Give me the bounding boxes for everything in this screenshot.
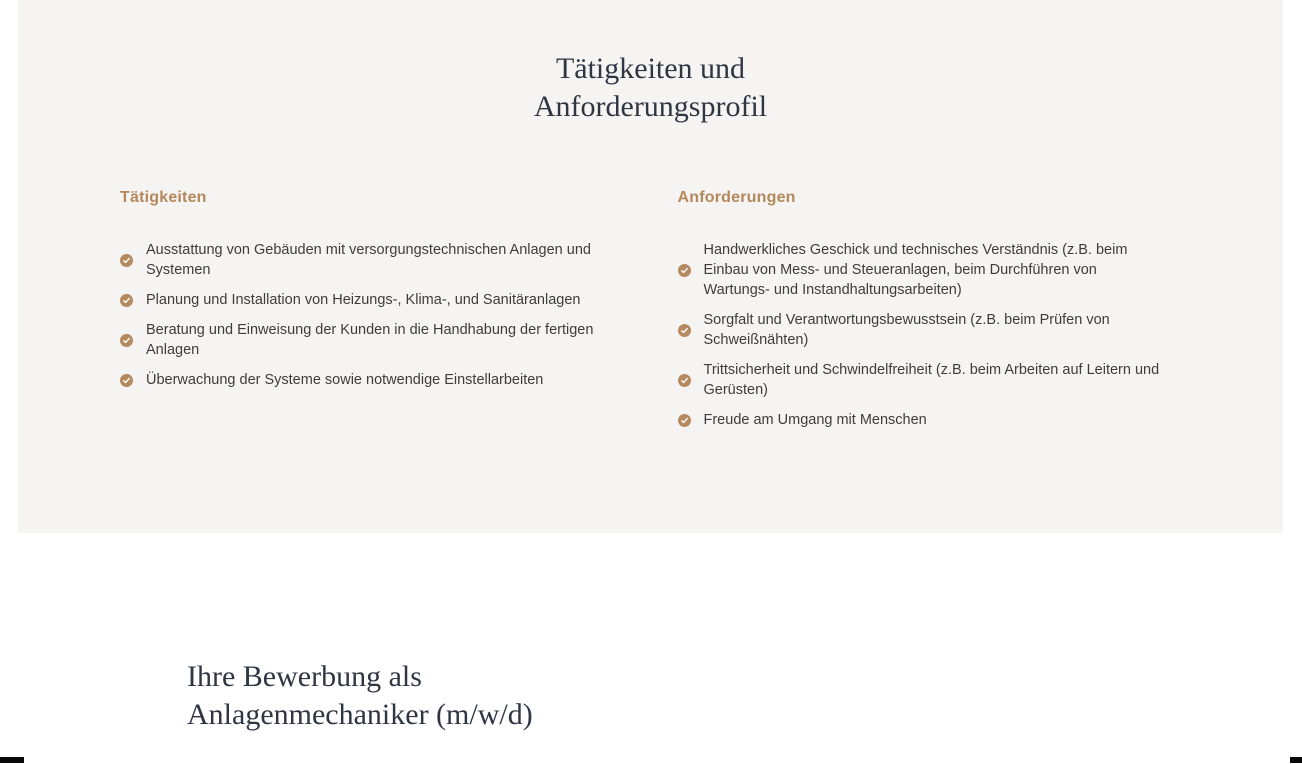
taetigkeiten-heading: Tätigkeiten (120, 189, 207, 206)
anforderungen-heading: Anforderungen (677, 189, 796, 206)
list-item (678, 240, 1168, 300)
taetigkeiten-list (120, 240, 610, 390)
application-title (187, 658, 533, 734)
list-item-text: Trittsicherheit und Schwindelfreiheit (z.B. beim Arbeiten auf Leitern und Gerüsten) (703, 362, 1160, 398)
list-item-text: Freude am Umgang mit Menschen (703, 412, 927, 428)
list-item-text: Sorgfalt und Verantwortungsbewusstsein (z.B. beim Prüfen von Schweißnähten) (703, 312, 1110, 348)
list-item (120, 370, 610, 390)
profile-card-title (18, 0, 1283, 126)
profile-card-title-line2: Anforderungsprofil (533, 90, 768, 123)
profile-card-title-line1: Tätigkeiten und (555, 52, 746, 85)
check-circle-icon (120, 334, 133, 347)
list-item-text: Beratung und Einweisung der Kunden in die Handhabung der fertigen Anlagen (146, 322, 594, 358)
bottom-left-partial-element (0, 757, 24, 763)
list-item-text: Überwachung der Systeme sowie notwendige Einstellarbeiten (146, 372, 544, 388)
list-item-text: Handwerkliches Geschick und technisches Verständnis (z.B. beim Einbau von Mess- und Steueranlagen, beim Durchführen von Wartungs- und Instandhaltungsarbeiten) (703, 242, 1128, 298)
list-item-text: Ausstattung von Gebäuden mit versorgungstechnischen Anlagen und Systemen (146, 242, 591, 278)
profile-card (18, 0, 1283, 533)
bottom-right-partial-element (1290, 757, 1302, 763)
check-circle-icon (120, 294, 133, 307)
list-item (120, 320, 610, 360)
list-item (120, 290, 610, 310)
profile-columns (120, 190, 1167, 440)
application-title-line2: Anlagenmechaniker (m/w/d) (187, 698, 533, 731)
list-item (678, 310, 1168, 350)
list-item (120, 240, 610, 280)
column-taetigkeiten (120, 190, 610, 440)
check-circle-icon (120, 254, 133, 267)
check-circle-icon (678, 264, 691, 277)
list-item-text: Planung und Installation von Heizungs-, Klima-, und Sanitäranlagen (146, 292, 581, 308)
check-circle-icon (678, 324, 691, 337)
column-anforderungen (678, 190, 1168, 440)
list-item (678, 410, 1168, 430)
check-circle-icon (678, 414, 691, 427)
anforderungen-list (678, 240, 1168, 430)
check-circle-icon (678, 374, 691, 387)
check-circle-icon (120, 374, 133, 387)
list-item (678, 360, 1168, 400)
application-title-line1: Ihre Bewerbung als (187, 660, 422, 693)
